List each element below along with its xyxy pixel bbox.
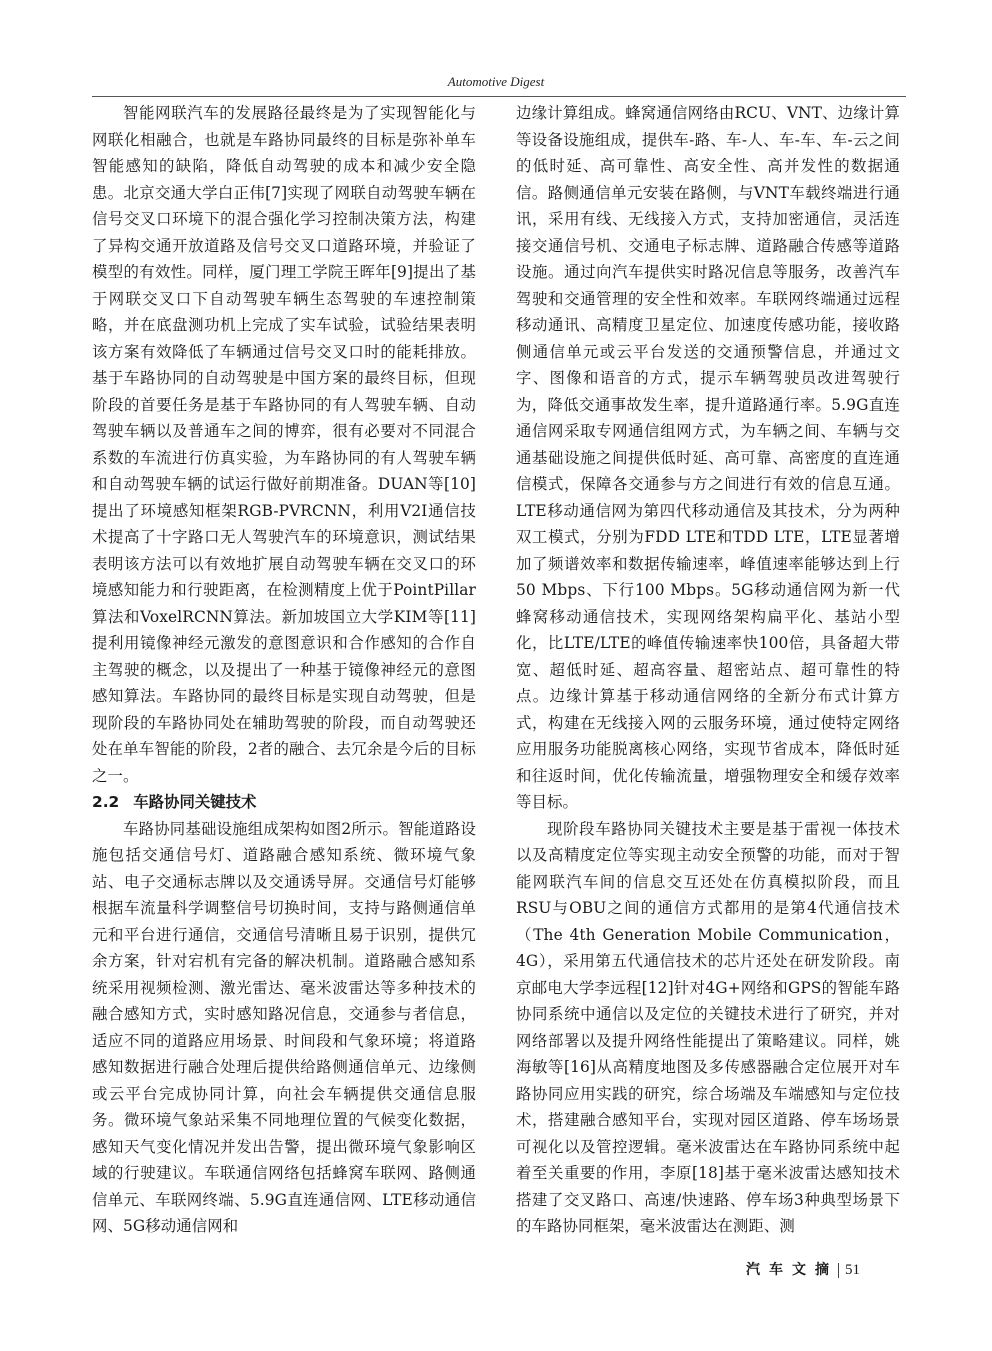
running-header: Automotive Digest xyxy=(447,74,545,89)
right-column xyxy=(516,100,900,1240)
right-paragraph-2: 现阶段车路协同关键技术主要是基于雷视一体技术以及高精度定位等实现主动安全预警的功能，而对于智能网联汽车间的信息交互还处在仿真模拟阶段，而且RSU与OBU之间的通信方式都用的是第4代通信技术（The 4th Generation Mobile Communication，4G），采用第五代通信技术的芯片还处在研发阶段。南京邮电大学李远程[12]针对4G+网络和GPS的智能车路协同系统中通信以及定位的关键技术进行了研究，并对网络部署以及提升网络性能提出了策略建议。同样，姚海敏等[16]从高精度地图及多传感器融合定位展开对车路协同应用实践的研究，综合场端及车端感知与定位技术，搭建融合感知平台，实现对园区道路、停车场场景可视化以及管控逻辑。毫米波雷达在车路协同系统中起着至关重要的作用，李原[18]基于毫米波雷达感知技术搭建了交叉路口、高速/快速路、停车场3种典型场景下的车路协同框架，毫米波雷达在测距、测 xyxy=(516,819,900,1235)
footer-divider xyxy=(838,1263,839,1278)
left-paragraph-2: 车路协同基础设施组成架构如图2所示。智能道路设施包括交通信号灯、道路融合感知系统、微环境气象站、电子交通标志牌以及交通诱导屏。交通信号灯能够根据车流量科学调整信号切换时间，支持与路侧通信单元和平台进行通信，交通信号清晰且易于识别，提供冗余方案，针对宕机有完备的解决机制。道路融合感知系统采用视频检测、激光雷达、毫米波雷达等多种技术的融合感知方式，实时感知路况信息，交通参与者信息，适应不同的道路应用场景、时间段和气象环境；将道路感知数据进行融合处理后提供给路侧通信单元、边缘侧或云平台完成协同计算，向社会车辆提供交通信息服务。微环境气象站采集不同地理位置的气候变化数据，感知天气变化情况并发出告警，提出微环境气象影响区域的行驶建议。车联通信网络包括蜂窝车联网、路侧通信单元、车联网终端、5.9G直连通信网、LTE移动通信网、5G移动通信网和 xyxy=(92,819,476,1235)
page-number: 51 xyxy=(845,1262,860,1278)
page-footer xyxy=(746,1259,860,1279)
magazine-name: 汽车文摘 xyxy=(746,1262,838,1278)
header-rule xyxy=(92,96,906,97)
section-number: 2.2 xyxy=(92,793,120,811)
section-title: 车路协同关键技术 xyxy=(133,793,257,811)
right-paragraph-1: 边缘计算组成。蜂窝通信网络由RCU、VNT、边缘计算等设备设施组成，提供车-路、车-人、车-车、车-云之间的低时延、高可靠性、高安全性、高并发性的数据通信。路侧通信单元安装在路侧，与VNT车载终端进行通讯，采用有线、无线接入方式，支持加密通信，灵活连接交通信号机、交通电子标志牌、道路融合传感等道路设施。通过向汽车提供实时路况信息等服务，改善汽车驾驶和交通管理的安全性和效率。车联网终端通过远程移动通讯、高精度卫星定位、加速度传感功能，接收路侧通信单元或云平台发送的交通预警信息，并通过文字、图像和语音的方式，提示车辆驾驶员改进驾驶行为，降低交通事故发生率，提升道路通行率。5.9G直连通信网采取专网通信组网方式，为车辆之间、车辆与交通基础设施之间提供低时延、高可靠、高密度的直连通信模式，保障各交通参与方之间进行有效的信息互通。LTE移动通信网为第四代移动通信及其技术，分为两种双工模式，分别为FDD LTE和TDD LTE，LTE显著增加了频谱效率和数据传输速率，峰值速率能够达到上行50 Mbps、下行100 Mbps。5G移动通信网为新一代蜂窝移动通信技术，实现网络架构扁平化、基站小型化，比LTE/LTE的峰值传输速率快100倍，具备超大带宽、超低时延、超高容量、超密站点、超可靠性的特点。边缘计算基于移动通信网络的全新分布式计算方式，构建在无线接入网的云服务环境，通过使特定网络应用服务功能脱离核心网络，实现节省成本，降低时延和往返时间，优化传输流量，增强物理安全和缓存效率等目标。 xyxy=(516,104,900,811)
left-paragraph-1: 智能网联汽车的发展路径最终是为了实现智能化与网联化相融合，也就是车路协同最终的目标是弥补单车智能感知的缺陷，降低自动驾驶的成本和减少安全隐患。北京交通大学白正伟[7]实现了网联自动驾驶车辆在信号交叉口环境下的混合强化学习控制决策方法，构建了异构交通开放道路及信号交叉口道路环境，并验证了模型的有效性。同样，厦门理工学院王晖年[9]提出了基于网联交叉口下自动驾驶车辆生态驾驶的车速控制策略，并在底盘测功机上完成了实车试验，试验结果表明该方案有效降低了车辆通过信号交叉口时的能耗排放。基于车路协同的自动驾驶是中国方案的最终目标，但现阶段的首要任务是基于车路协同的有人驾驶车辆、自动驾驶车辆以及普通车之间的博弈，很有必要对不同混合系数的车流进行仿真实验，为车路协同的有人驾驶车辆和自动驾驶车辆的试运行做好前期准备。DUAN等[10]提出了环境感知框架RGB-PVRCNN，利用V2I通信技术提高了十字路口无人驾驶汽车的环境意识，测试结果表明该方法可以有效地扩展自动驾驶车辆在交叉口的环境感知能力和行驶距离，在检测精度上优于PointPillar算法和VoxelRCNN算法。新加坡国立大学KIM等[11]提利用镜像神经元激发的意图意识和合作感知的合作自主驾驶的概念，以及提出了一种基于镜像神经元的意图感知算法。车路协同的最终目标是实现自动驾驶，但是现阶段的车路协同处在辅助驾驶的阶段，而自动驾驶还处在单车智能的阶段，2者的融合、去冗余是今后的目标之一。 xyxy=(92,104,476,785)
left-column xyxy=(92,100,476,1240)
section-heading xyxy=(92,789,476,816)
